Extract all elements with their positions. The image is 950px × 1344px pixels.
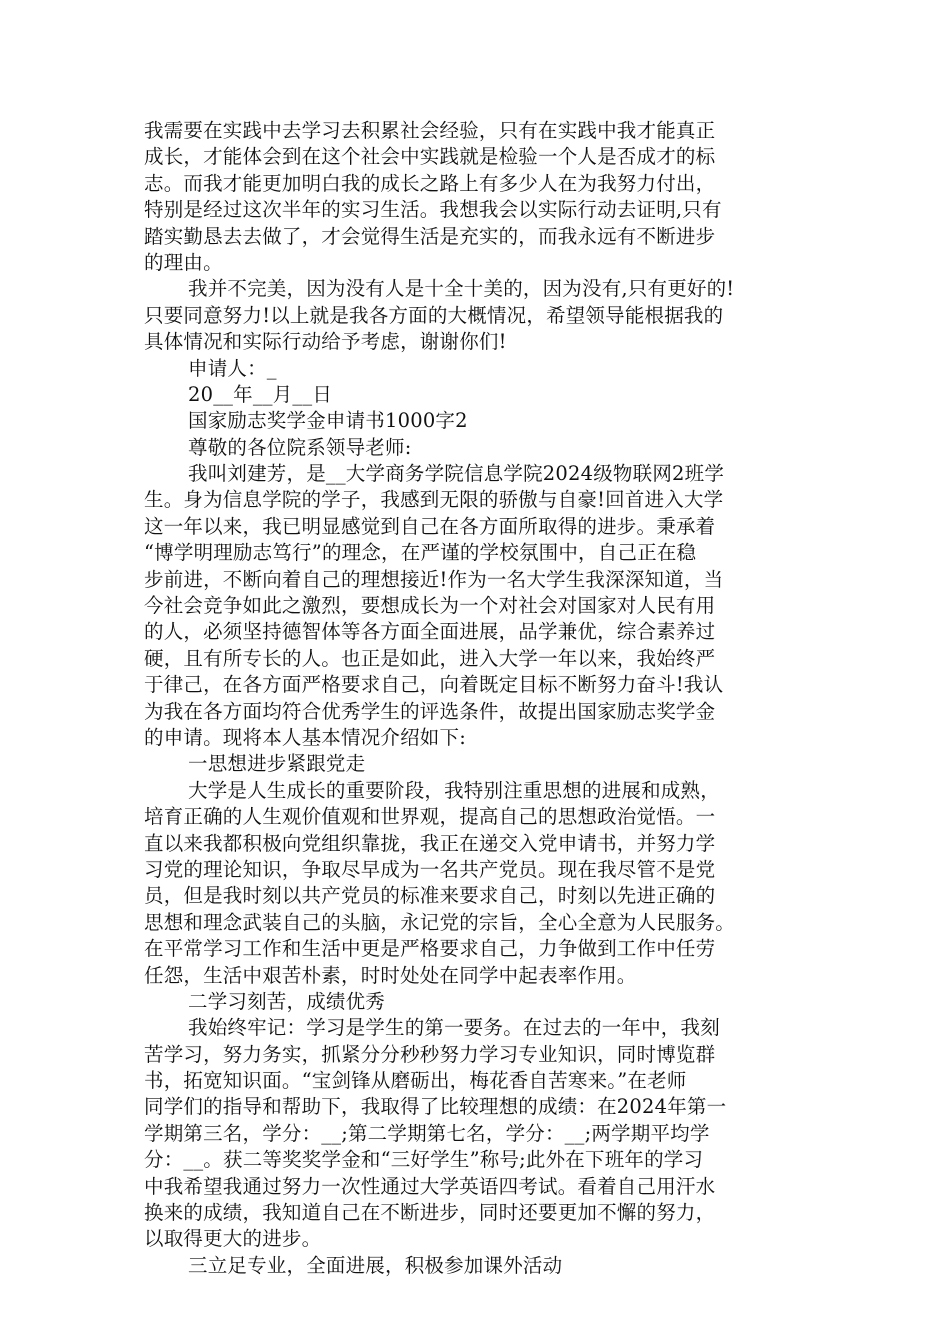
text-line: 硬，且有所专长的人。也正是如此，进入大学一年以来，我始终严 [144,646,716,670]
text-line: 三立足专业，全面进展，积极参加课外活动 [188,1253,563,1277]
text-line: 员，但是我时刻以共产党员的标准来要求自己，时刻以先进正确的 [144,884,716,908]
text-line: 同学们的指导和帮助下，我取得了比较理想的成绩：在2024年第一 [144,1095,727,1119]
document-body [144,118,824,1279]
text-line: 任怨，生活中艰苦朴素，时时处处在同学中起表率作用。 [144,963,637,987]
text-line: 我叫刘建芳，是__大学商务学院信息学院2024级物联网2班学 [188,462,725,486]
text-line: 步前进，不断向着自己的理想接近!作为一名大学生我深深知道，当 [144,567,724,591]
text-line: 的理由。 [144,250,223,274]
text-line: 的人，必须坚持德智体等各方面全面进展，品学兼优，综合素养过 [144,620,716,644]
text-line: 中我希望我通过努力一次性通过大学英语四考试。看着自己用汗水 [144,1174,716,1198]
text-line: 尊敬的各位院系领导老师: [188,435,412,459]
text-line: 踏实勤恳去去做了，才会觉得生活是充实的，而我永远有不断进步 [144,224,716,248]
text-line: 生。身为信息学院的学子，我感到无限的骄傲与自豪!回首进入大学 [144,488,724,512]
text-line: 书，拓宽知识面。“宝剑锋从磨砺出，梅花香自苦寒来。”在老师 [144,1069,687,1093]
text-line: 于律己，在各方面严格要求自己，向着既定目标不断努力奋斗!我认 [144,673,724,697]
text-line: 的申请。现将本人基本情况介绍如下: [144,725,466,749]
text-line: 国家励志奖学金申请书1000字2 [188,409,468,433]
text-line: 直以来我都积极向党组织靠拢，我正在递交入党申请书，并努力学 [144,831,716,855]
text-line: 思想和理念武装自己的头脑，永记党的宗旨，全心全意为人民服务。 [144,910,736,934]
text-line: 在平常学习工作和生活中更是严格要求自己，力争做到工作中任劳 [144,937,716,961]
text-line: 学期第三名，学分：__;第二学期第七名，学分：__;两学期平均学 [144,1121,710,1145]
text-line: 今社会竞争如此之激烈，要想成长为一个对社会对国家对人民有用 [144,594,716,618]
text-line: 苦学习，努力务实，抓紧分分秒秒努力学习专业知识，同时博览群 [144,1042,716,1066]
text-line: 志。而我才能更加明白我的成长之路上有多少人在为我努力付出， [144,171,716,195]
text-line: 申请人：_ [188,356,277,380]
text-line: 具体情况和实际行动给予考虑，谢谢你们! [144,330,507,354]
text-line: 为我在各方面均符合优秀学生的评选条件，故提出国家励志奖学金 [144,699,716,723]
text-line: 以取得更大的进步。 [144,1227,322,1251]
text-line: 我并不完美，因为没有人是十全十美的，因为没有,只有更好的! [188,277,735,301]
text-line: 我需要在实践中去学习去积累社会经验，只有在实践中我才能真正 [144,119,716,142]
text-line: 习党的理论知识，争取尽早成为一名共产党员。现在我尽管不是党 [144,857,716,881]
text-line: 培育正确的人生观价值观和世界观，提高自己的思想政治觉悟。一 [144,805,716,829]
text-line: 特别是经过这次半年的实习生活。我想我会以实际行动去证明,只有 [144,198,722,222]
text-line: 换来的成绩，我知道自己在不断进步，同时还要更加不懈的努力， [144,1201,716,1225]
text-line: 我始终牢记：学习是学生的第一要务。在过去的一年中，我刻 [188,1016,720,1040]
text-line: 成长，才能体会到在这个社会中实践就是检验一个人是否成才的标 [144,145,716,169]
text-line: 大学是人生成长的重要阶段，我特别注重思想的进展和成熟， [188,778,720,802]
text-line: 二学习刻苦，成绩优秀 [188,989,386,1013]
text-line: “博学明理励志笃行”的理念，在严谨的学校氛围中，自己正在稳 [144,541,697,565]
text-line: 分：__。获二等奖奖学金和“三好学生”称号;此外在下班年的学习 [144,1148,704,1172]
text-line: 只要同意努力!以上就是我各方面的大概情况，希望领导能根据我的 [144,303,724,327]
text-line: 20__年__月__日 [188,382,333,406]
text-line: 一思想进步紧跟党走 [188,752,366,776]
text-line: 这一年以来，我已明显感觉到自己在各方面所取得的进步。秉承着 [144,514,716,538]
